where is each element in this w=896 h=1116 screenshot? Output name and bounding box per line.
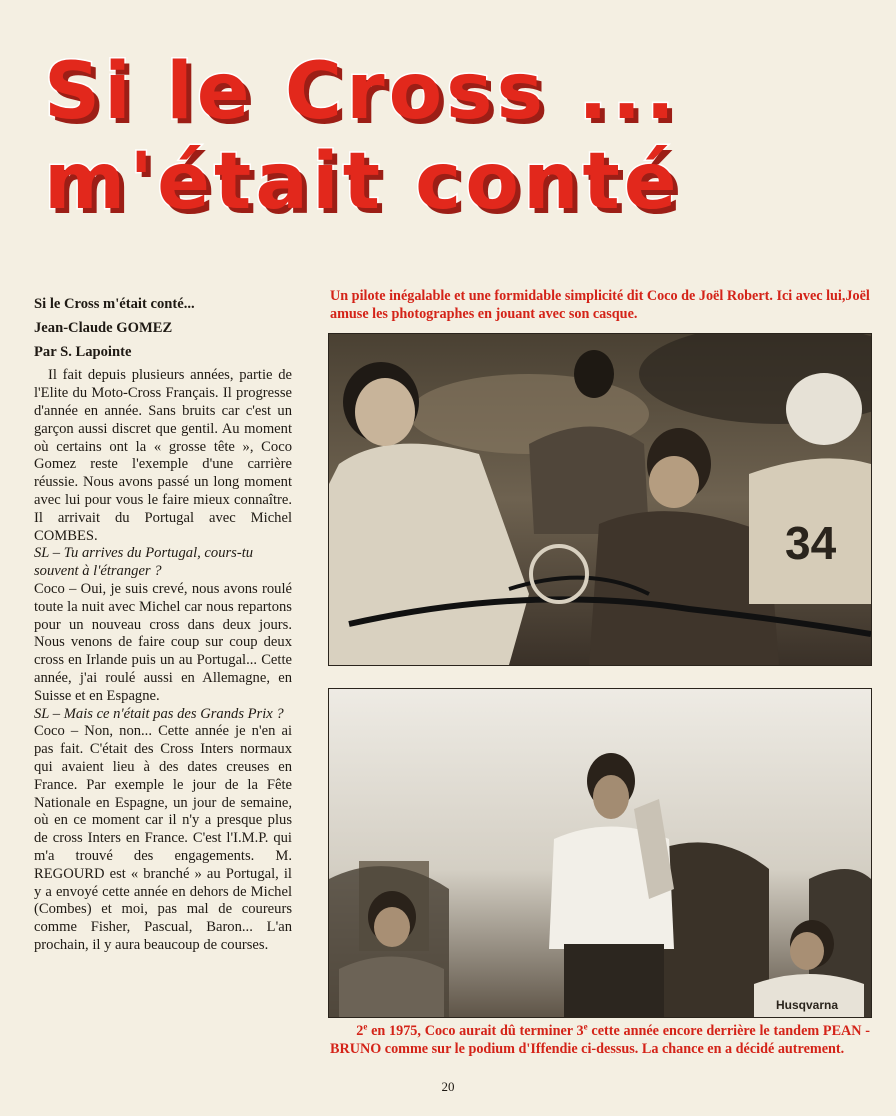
- article-byline: Par S. Lapointe: [34, 343, 132, 360]
- caption-text-1: en 1975, Coco aurait dû terminer 3: [367, 1023, 584, 1039]
- page-number: 20: [441, 1079, 455, 1094]
- interview-question: SL – Mais ce n'était pas des Grands Prix ?: [34, 705, 284, 722]
- caption-rank-suffix: e: [363, 1021, 368, 1032]
- caption-text-2: cette année encore derrière le tandem PEAN - BRUNO comme sur le podium d'Iffendie ci-dessus. La chance en a décidé autrement.: [330, 1023, 871, 1057]
- shirt-brand: Husqvarna: [776, 998, 839, 1012]
- rider-number: 34: [785, 517, 837, 569]
- caption-rank: 2: [356, 1023, 364, 1039]
- article-subject: Jean-Claude GOMEZ: [34, 319, 173, 336]
- photo-riders-paddock: [328, 333, 872, 666]
- photo-caption-bottom: [330, 1022, 870, 1058]
- headline-line-2: m'était conté: [44, 137, 681, 227]
- interview-question: SL – Tu arrives du Portugal, cours-tu souvent à l'étranger ?: [34, 545, 254, 580]
- interview-answer: Coco – Non, non... Cette année je n'en ai pas fait. C'était des Cross Inters normaux qui avaient lieu à des dates creuses en France. Par exemple le jour de la Fête Nationale en Espagne, un jour de semaine, où en ce moment car il n'y a presque plus de cross Inters en France. C'est l'I.M.P. qui m'a trouvé des engagements. M. REGOURD est « branché » au Portugal, il y a envoyé cette année en dehors de Michel (Combes) et moi, pas mal de coureurs comme Fisher, Pascual, Baron... L'an prochain, il y aura beaucoup de courses.: [34, 723, 292, 953]
- headline-line-1: Si le Cross ...: [44, 47, 680, 137]
- caption-rank-suffix: e: [583, 1021, 588, 1032]
- article-column: [34, 296, 292, 955]
- article-intro: Il fait depuis plusieurs années, partie de l'Elite du Moto-Cross Français. Il progresse d'année en année. Sans bruits car c'est un garçon aussi discret que gentil. Au moment où certains ont la « grosse tête », Coco Gomez reste l'exemple d'une carrière réussie. Nous avons passé un long moment avec lui pour vous le faire mieux connaître. Il arrivait du Portugal avec Michel COMBES.: [34, 367, 292, 544]
- interview-answer: Coco – Oui, je suis crevé, nous avons roulé toute la nuit avec Michel car nous repartons pour un nouveau cross dans deux jours. Nous venons de faire coup sur coup deux cross en Irlande puis un au Portugal... Cette année, j'ai roulé aussi en Allemagne, en Suisse et en Espagne.: [34, 580, 292, 704]
- photo-caption-top: Un pilote inégalable et une formidable simplicité dit Coco de Joël Robert. Ici avec lui,Joël amuse les photographes en jouant avec son casque.: [330, 288, 870, 322]
- photo-podium: [328, 688, 872, 1018]
- article-heading: Si le Cross m'était conté...: [34, 296, 195, 312]
